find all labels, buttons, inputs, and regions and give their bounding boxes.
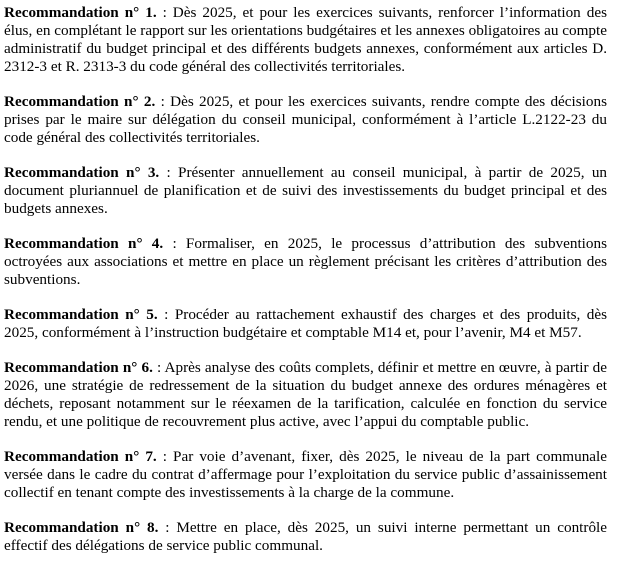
recommendation-7-label: Recommandation n° 7.: [4, 448, 157, 465]
recommendation-1: [4, 4, 607, 76]
recommendation-4: [4, 235, 607, 289]
recommendation-8-text: : Mettre en place, dès 2025, un suivi interne permettant un contrôle effectif des délégations de service public communal.: [4, 519, 607, 554]
recommendation-2: [4, 93, 607, 147]
recommendation-4-label: Recommandation n° 4.: [4, 235, 164, 252]
recommendation-8: [4, 519, 607, 555]
recommendation-6-text: : Après analyse des coûts complets, définir et mettre en œuvre, à partir de 2026, une stratégie de redressement de la situation du budget annexe des ordures ménagères et déchets, reposant notamment sur le réexamen de la tarification, calculée en fonction du service rendu, et une politique de recouvrement plus active, avec l’appui du comptable public.: [4, 359, 607, 430]
recommendation-7-text: : Par voie d’avenant, fixer, dès 2025, le niveau de la part communale versée dans le cadre du contrat d’affermage pour l’exploitation du service public d’assainissement collectif en tenant compte des investissements à la charge de la commune.: [4, 448, 607, 501]
recommendation-3: [4, 164, 607, 218]
recommendation-3-label: Recommandation n° 3.: [4, 164, 160, 181]
recommendation-1-text: : Dès 2025, et pour les exercices suivants, renforcer l’information des élus, en complétant le rapport sur les orientations budgétaires et les annexes obligatoires au compte administratif du budget principal et des différents budgets annexes, conformément aux articles D. 2312-3 et R. 2313-3 du code général des collectivités territoriales.: [4, 4, 607, 75]
recommendation-2-text: : Dès 2025, et pour les exercices suivants, rendre compte des décisions prises par le maire sur délégation du conseil municipal, conformément à l’article L.2122-23 du code général des collectivités territoriales.: [4, 93, 607, 146]
recommendation-1-label: Recommandation n° 1.: [4, 4, 157, 21]
recommendation-6-label: Recommandation n° 6.: [4, 359, 153, 376]
recommendation-7: [4, 448, 607, 502]
recommendation-5: [4, 306, 607, 342]
recommendation-4-text: : Formaliser, en 2025, le processus d’attribution des subventions octroyées aux associations et mettre en place un règlement précisant les critères d’attribution des subventions.: [4, 235, 607, 288]
recommendation-2-label: Recommandation n° 2.: [4, 93, 156, 110]
recommendation-6: [4, 359, 607, 431]
recommendation-8-label: Recommandation n° 8.: [4, 519, 159, 536]
recommendation-3-text: : Présenter annuellement au conseil municipal, à partir de 2025, un document pluriannuel de planification et de suivi des investissements du budget principal et des budgets annexes.: [4, 164, 608, 217]
recommendations-document: [4, 4, 607, 555]
recommendation-5-text: : Procéder au rattachement exhaustif des charges et des produits, dès 2025, conformément à l’instruction budgétaire et comptable M14 et, pour l’avenir, M4 et M57.: [4, 306, 608, 341]
recommendation-5-label: Recommandation n° 5.: [4, 306, 158, 323]
